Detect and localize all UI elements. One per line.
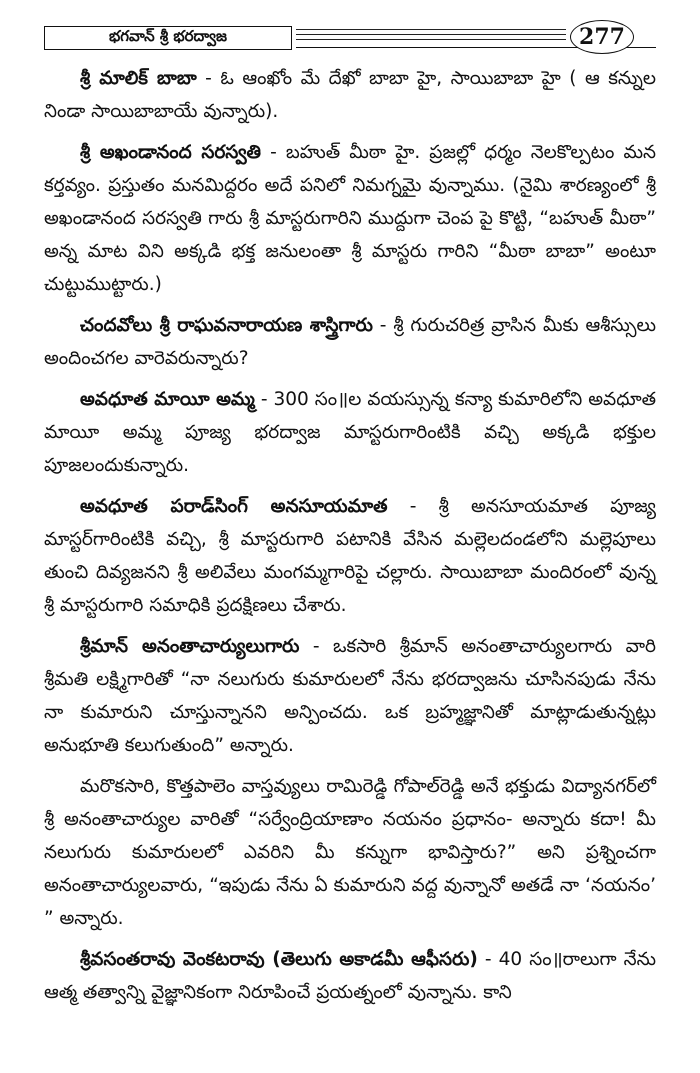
page-header <box>44 18 656 54</box>
header-rules <box>296 29 566 44</box>
paragraph-mayi-amma <box>44 383 656 482</box>
paragraph-anantacharyulu <box>44 630 656 762</box>
paragraph-text: - ఒకసారి శ్రీమాన్ అనంతాచార్యులగారు వారి శ్రీమతి లక్ష్మిగారితో “నా నలుగురు కుమారులలో నేను భరద్వాజను చూసినపుడు నేను నా కుమారుని చూస్తున్నానని అన్పించదు. ఒక బ్రహ్మజ్ఞానితో మాట్లాడుతున్నట్లు అనుభూతి కలుగుతుంది” అన్నారు. <box>44 636 656 756</box>
paragraph-chandavolu <box>44 309 656 375</box>
paragraph-text: - 300 సం॥ల వయస్సున్న కన్యా కుమారిలోని అవధూత మాయీ అమ్మ పూజ్య భరద్వాజ మాస్టరుగారింటికి వచ్చి అక్కడి భక్తుల పూజలందుకున్నారు. <box>44 389 657 476</box>
paragraph-vasantarao <box>44 943 656 1009</box>
paragraph-text: మరొకసారి, కొత్తపాలెం వాస్తవ్యులు రామిరెడ్డి గోపాల్‌రెడ్డి అనే భక్తుడు విద్యానగర్‌లో శ్రీ అనంతాచార్యుల వారితో “సర్వేంద్రియాణాం నయనం ప్రధానం- అన్నారు కదా! మీ నలుగురు కుమారులలో ఎవరిని మీ కన్నుగా భావిస్తారు?” అని ప్రశ్నించగా అనంతాచార్యులవారు, “ఇపుడు నేను ఏ కుమారుని వద్ద వున్నానో అతడే నా ‘నయనం’ ” అన్నారు. <box>44 776 656 929</box>
paragraph-text: - ఓ ఆంఖోం మే దేఖో బాబా హై, సాయిబాబా హై ( ఆ కన్నుల నిండా సాయిబాబాయే వున్నారు). <box>44 68 657 122</box>
paragraph-text: - బహుత్ మీఠా హై. ప్రజల్లో ధర్మం నెలకొల్పటం మన కర్తవ్యం. ప్రస్తుతం మనమిద్దరం అదే పనిలో నిమగ్నమై వున్నాము. (నైమి శారణ్యంలో శ్రీ అఖండానంద సరస్వతి గారు శ్రీ మాస్టరుగారిని ముద్దుగా చెంప పై కొట్టి, “బహుత్ మీఠా” అన్న మాట విని అక్కడి భక్త జనులంతా శ్రీ మాస్టరు గారిని “మీఠా బాబా” అంటూ చుట్టుముట్టారు.) <box>44 142 657 295</box>
speaker-name: చందవోలు శ్రీ రాఘవనారాయణ శాస్త్రిగారు <box>80 315 373 336</box>
speaker-name: శ్రీ మాలిక్ బాబా <box>80 68 197 89</box>
page-number: 277 <box>570 20 634 54</box>
book-title: భగవాన్ శ్రీ భరద్వాజ <box>44 26 292 50</box>
speaker-name: అవధూత పరాడ్‌సింగ్ అనసూయమాత <box>80 496 388 517</box>
speaker-name: శ్రీ అఖండానంద సరస్వతి <box>80 142 262 163</box>
paragraph-gopal-reddy <box>44 770 656 935</box>
paragraph-text: - 40 సం॥రాలుగా నేను ఆత్మ తత్వాన్ని వైజ్ఞానికంగా నిరూపించే ప్రయత్నంలో వున్నాను. కాని <box>44 949 656 1003</box>
page-body <box>44 62 656 1017</box>
speaker-name: శ్రీవసంతరావు వెంకటరావు (తెలుగు అకాడమీ ఆఫీసరు) <box>80 949 478 970</box>
speaker-name: శ్రీమాన్ అనంతాచార్యులుగారు <box>80 636 300 657</box>
speaker-name: అవధూత మాయీ అమ్మ <box>80 389 255 410</box>
paragraph-text: - శ్రీ గురుచరిత్ర వ్రాసిన మీకు ఆశీస్సులు అందించగల వారెవరున్నారు? <box>44 315 657 369</box>
paragraph-anasuyamata <box>44 490 656 622</box>
paragraph-malik-baba <box>44 62 656 128</box>
paragraph-text: - శ్రీ అనసూయమాత పూజ్య మాస్టర్‌గారింటికి వచ్చి, శ్రీ మాస్టరుగారి పటానికి వేసిన మల్లెలదండలోని మల్లెపూలు తుంచి దివ్యజనని శ్రీ అలివేలు మంగమ్మగారిపై చల్లారు. సాయిబాబా మందిరంలో వున్న శ్రీ మాస్టరుగారి సమాధికి ప్రదక్షిణలు చేశారు. <box>44 496 656 616</box>
paragraph-akhandananda <box>44 136 656 301</box>
